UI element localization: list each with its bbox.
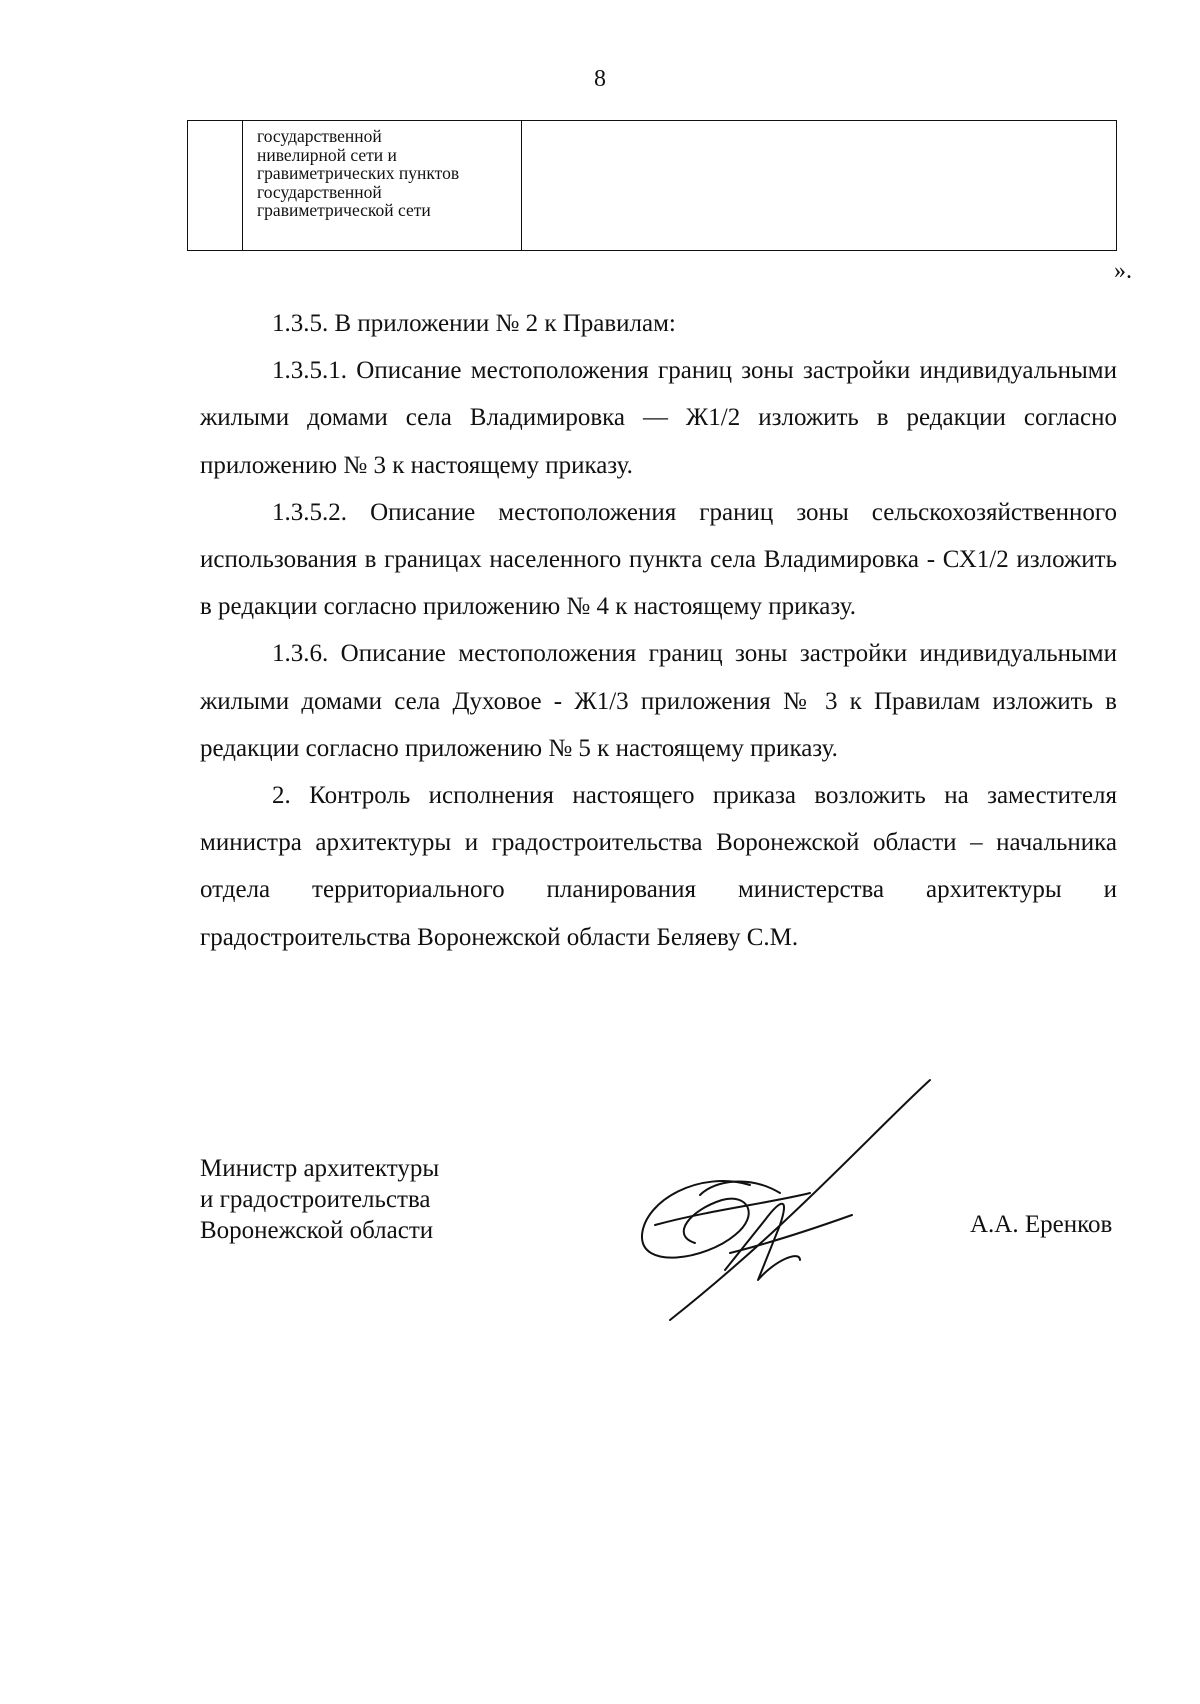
table-cell-line: нивелирной сети и <box>257 144 397 165</box>
signatory-title-line: Воронежской области <box>200 1217 434 1244</box>
table-cell-line: гравиметрических пунктов <box>257 163 460 183</box>
paragraph-1-3-5: 1.3.5. В приложении № 2 к Правилам: <box>272 310 676 337</box>
closing-quote: ». <box>1114 258 1132 284</box>
paragraph-2: 2. Контроль исполнения настоящего приказа возложить на заместителя министра архитектуры и градостроительства Воронежской области – начальника отдела территориального планирования министерства архитектуры и градостроительства Воронежской области Беляеву С.М. <box>200 782 1117 951</box>
table-cell-number <box>188 121 243 251</box>
paragraph-1-3-5-1: 1.3.5.1. Описание местоположения границ зоны застройки индивидуальными жилыми домами села Владимировка — Ж1/2 изложить в редакции согласно приложению № 3 к настоящему приказу. <box>200 357 1117 479</box>
handwritten-signature <box>630 1075 950 1325</box>
body-text <box>200 300 1117 961</box>
signatory-title-line: Министр архитектуры <box>200 1155 440 1182</box>
table-cell-description <box>243 121 522 251</box>
table-cell-line: государственной <box>257 126 382 146</box>
table-row <box>188 121 1117 251</box>
table-cell-line: гравиметрической сети <box>257 200 431 220</box>
page-number: 8 <box>594 66 606 92</box>
signatory-title <box>200 1153 439 1246</box>
paragraph-1-3-6: 1.3.6. Описание местоположения границ зоны застройки индивидуальными жилыми домами села Духовое - Ж1/3 приложения № 3 к Правилам изложить в редакции согласно приложению № 5 к настоящему приказу. <box>200 640 1117 762</box>
table-cell-empty <box>522 121 1117 251</box>
table-cell-line: государственной <box>257 181 382 202</box>
paragraph-1-3-5-2: 1.3.5.2. Описание местоположения границ зоны сельскохозяйственного использования в границах населенного пункта села Владимировка - СХ1/2 изложить в редакции согласно приложению № 4 к настоящему приказу. <box>200 498 1117 621</box>
signatory-title-line: и градостроительства <box>200 1186 431 1213</box>
continuation-table <box>187 120 1117 251</box>
signatory-name: А.А. Еренков <box>970 1211 1113 1238</box>
